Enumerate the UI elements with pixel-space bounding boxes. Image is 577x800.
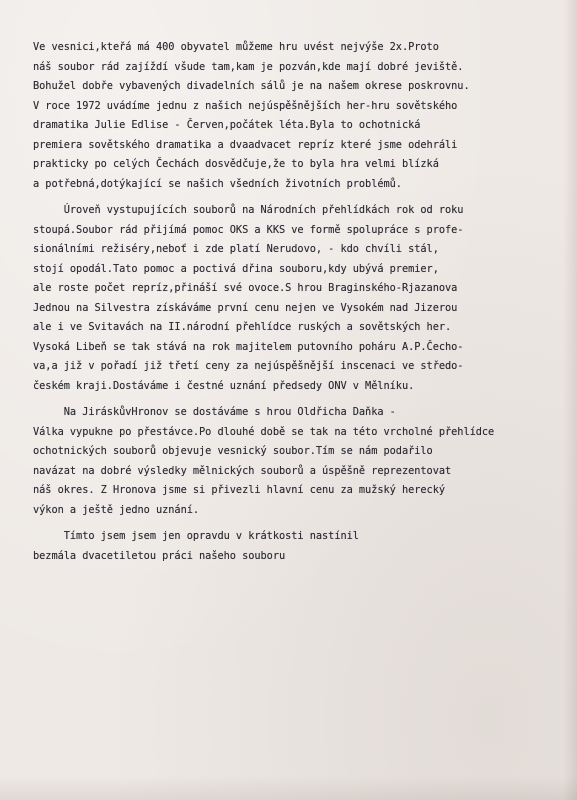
paper-bottom-shadow [0,776,577,800]
paragraph-gap [33,194,553,201]
text-line: stojí opodál.Tato pomoc a poctivá dřina souboru,kdy ubývá premier, [33,262,439,275]
text-line: prakticky po celých Čechách dosvědčuje,že to byla hra velmi blízká [33,158,439,170]
text-line: V roce 1972 uvádíme jednu z našich nejúspěšnějších her-hru sovětského [33,99,458,112]
text-line: ochotnických souborů objevuje vesnický soubor.Tím se nám podařilo [33,445,433,457]
document-body [33,38,553,566]
text-line: Válka vypukne po přestávce.Po dlouhé době se tak na této vrcholné přehlídce [33,425,495,438]
text-line: stoupá.Soubor rád přijímá pomoc OKS a KKS ve formě spolupráce s profe- [33,223,464,236]
text-line: ale i ve Svitavách na II.národní přehlídce ruských a sovětských her. [33,321,452,333]
paper-edge-shadow [563,0,577,800]
text-line: náš okres. Z Hronova jsme si přivezli hlavní cenu za mužský herecký [33,484,446,496]
paragraph-gap [33,396,553,403]
text-line: Bohužel dobře vybavených divadelních sálů je na našem okrese poskrovnu. [33,80,470,92]
text-line: Úroveň vystupujících souborů na Národních přehlídkách rok od roku [33,204,464,216]
text-line: českém kraji.Dostáváme i čestné uznání předsedy ONV v Mělníku. [33,379,415,392]
text-line: navázat na dobré výsledky mělnických souborů a úspěšně reprezentovat [33,464,452,477]
paragraph-4 [33,527,553,566]
text-line: výkon a ještě jedno uznání. [33,503,200,516]
text-line: sionálními režiséry,neboť i zde platí Nerudovo, - kdo chvíli stál, [33,243,439,255]
paragraph-2 [33,201,553,396]
text-line: Vysoká Libeň se tak stává na rok majitelem putovního poháru A.P.Čecho- [33,340,464,353]
text-line: dramatika Julie Edlise - Červen,počátek léta.Byla to ochotnická [33,119,421,131]
text-line: a potřebná,dotýkající se našich všedních životních problémů. [33,177,402,190]
text-line: premiera sovětského dramatika a dvaadvacet repríz které jsme odehráli [33,138,458,151]
paragraph-1 [33,38,553,194]
text-line: Na JiráskůvHronov se dostáváme s hrou Oldřicha Daňka - [33,406,396,418]
text-line: ale roste počet repríz,přináší své ovoce.S hrou Braginského-Rjazanova [33,282,458,294]
text-line: Jednou na Silvestra získáváme první cenu nejen ve Vysokém nad Jizerou [33,301,458,314]
text-line: náš soubor rád zajíždí všude tam,kam je pozván,kde mají dobré jeviště. [33,60,464,73]
text-line: va,a již v pořadí již třetí ceny za nejúspěšnější inscenaci ve středo- [33,360,464,372]
paragraph-3 [33,403,553,520]
text-line: bezmála dvacetiletou práci našeho souboru [33,549,286,562]
text-line: Ve vesnici,kteřá má 400 obyvatel můžeme hru uvést nejvýše 2x.Proto [33,41,439,53]
text-line: Tímto jsem jsem jen opravdu v krátkosti nastínil [33,530,359,542]
paragraph-gap [33,520,553,527]
